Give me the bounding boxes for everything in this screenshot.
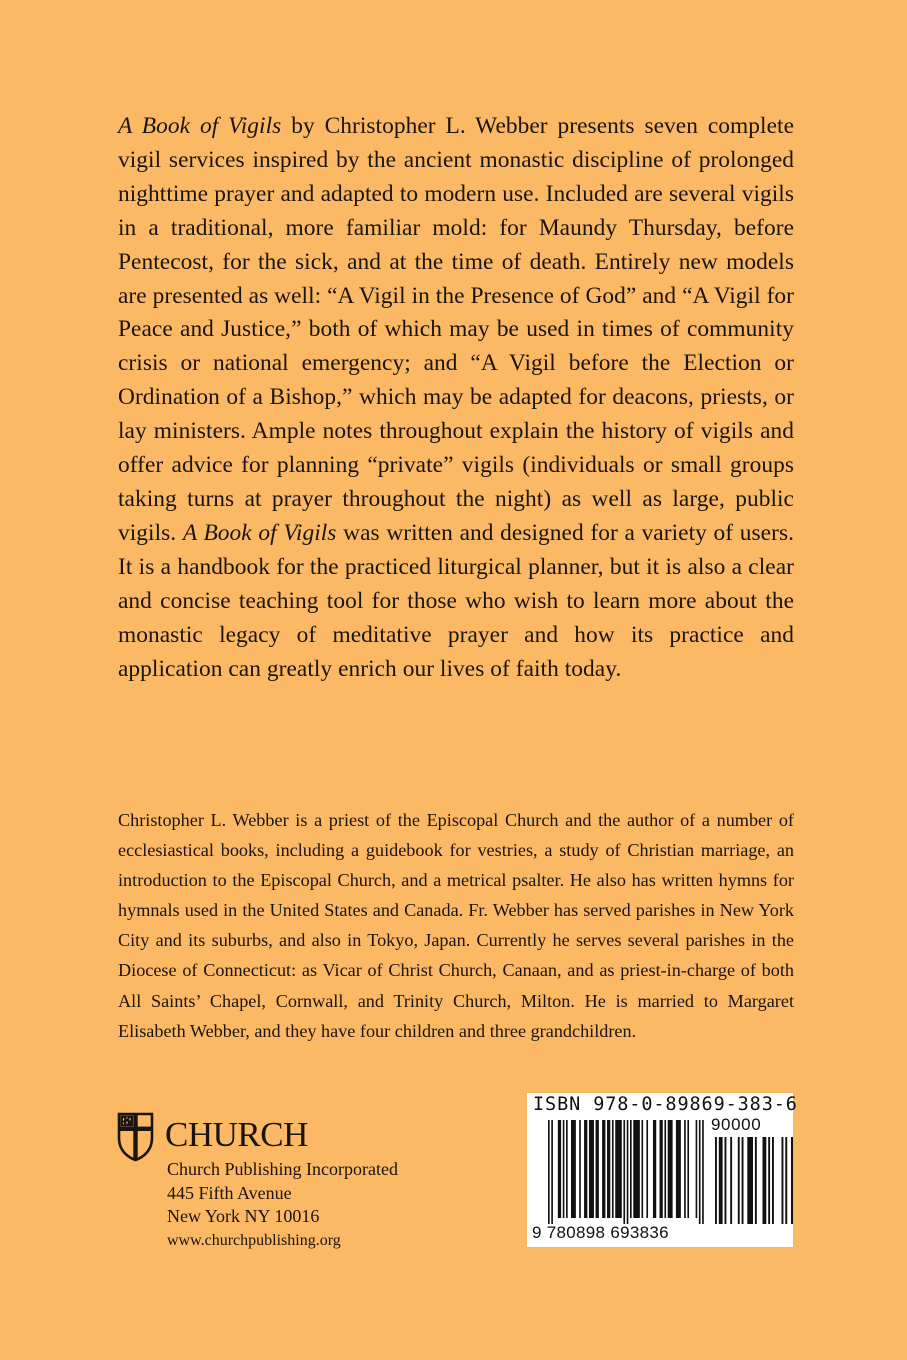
barcode-bar (791, 1137, 793, 1224)
barcode-bar (768, 1137, 770, 1224)
book-title-italic-2: A Book of Vigils (182, 519, 337, 546)
barcode-bar (676, 1120, 681, 1218)
barcode-bar (747, 1137, 753, 1224)
barcode-bar (725, 1137, 727, 1224)
barcode-bar (602, 1120, 605, 1218)
barcode-bar (596, 1120, 599, 1218)
barcode-bar (687, 1120, 689, 1218)
barcode-bar (772, 1137, 774, 1224)
barcode-bar (684, 1120, 686, 1218)
barcode-bar (742, 1137, 744, 1224)
barcode-bar (646, 1120, 648, 1218)
isbn-barcode (527, 1093, 798, 1247)
barcode-bar (589, 1120, 594, 1218)
barcode-bar (696, 1120, 698, 1218)
barcode-bar (763, 1137, 767, 1224)
publisher-website: www.churchpublishing.org (167, 1232, 341, 1249)
isbn-label: ISBN 978-0-89869-383-6 (533, 1094, 798, 1115)
barcode-bar (641, 1120, 643, 1218)
description-text-1: by Christopher L. Webber presents seven complete vigil services inspired by the ancient monastic discipline of prolonged nighttime prayer and adapted to modern use. Included are several vigils in a traditional, more familiar mold: for Maundy Thursday, before Pentecost, for the sick, and at the time of death. Entirely new models are presented as well: “A Vigil in the Presence of God” and “A Vigil for Peace and Justice,” both of which may be used in times of community crisis or national emergency; and “A Vigil before the Election or Ordination of a Bishop,” which may be adapted for deacons, priests, or lay ministers. Ample notes throughout explain the history of vigils and offer advice for planning “private” vigils (individuals or small groups taking turns at prayer throughout the night) as well as large, public vigils. (118, 113, 794, 546)
episcopal-shield-icon (117, 1112, 154, 1162)
barcode-bar (702, 1120, 704, 1224)
description-text-2: was written and designed for a variety of users. It is a handbook for the practiced liturgical planner, but it is also a clear and concise teaching tool for those who wish to learn more about the monastic legacy of meditative prayer and how its practice and application can greatly enrich our lives of faith today. (118, 519, 794, 682)
book-description (118, 110, 794, 686)
barcode-bar (715, 1137, 717, 1224)
barcode-bar (633, 1120, 640, 1218)
barcode-bar (563, 1120, 565, 1218)
publisher-name: Church Publishing Incorporated (167, 1159, 398, 1179)
barcode-bar (653, 1120, 656, 1218)
barcode-bar (548, 1120, 550, 1224)
barcode-bar (558, 1120, 561, 1218)
barcode-bar (699, 1120, 701, 1224)
barcode-bar (664, 1120, 666, 1218)
barcode-bar (612, 1120, 614, 1218)
barcode-bar (630, 1120, 632, 1218)
barcode-bar (668, 1120, 673, 1218)
publisher-block (117, 1112, 477, 1292)
barcode-bar (719, 1137, 723, 1224)
barcode-bar (579, 1120, 581, 1218)
barcode-bar (785, 1137, 787, 1224)
addon-digits: 90000 (711, 1115, 762, 1134)
barcode-bar (566, 1120, 568, 1218)
barcode-bar (738, 1137, 740, 1224)
book-title-italic: A Book of Vigils (118, 113, 282, 139)
publisher-brand: CHURCH (165, 1115, 308, 1154)
barcode-bar (782, 1137, 784, 1224)
publisher-city: New York NY 10016 (167, 1206, 320, 1226)
barcode-bar (623, 1120, 625, 1224)
barcode-bar (584, 1120, 587, 1218)
barcode-bar (551, 1120, 553, 1224)
publisher-street: 445 Fifth Avenue (167, 1182, 292, 1203)
barcode-bar (571, 1120, 576, 1218)
publisher-address (167, 1158, 398, 1229)
barcode-bar (730, 1137, 732, 1224)
barcode-bar (660, 1120, 663, 1218)
ean-digits: 9 780898 693836 (532, 1223, 669, 1242)
barcode-bar (755, 1137, 757, 1224)
author-bio: Christopher L. Webber is a priest of the Episcopal Church and the author of a number of ecclesiastical books, including a guidebook for vestries, a study of Christian marriage, an introduction to the Episcopal Church, and a metrical psalter. He also has written hymns for hymnals used in the United States and Canada. Fr. Webber has served parishes in New York City and its suburbs, and also in Tokyo, Japan. Currently he serves several parishes in the Diocese of Connecticut: as Vicar of Christ Church, Canaan, and as priest-in-charge of both All Saints’ Chapel, Cornwall, and Trinity Church, Milton. He is married to Margaret Elisabeth Webber, and they have four children and three grandchildren. (118, 810, 794, 1041)
barcode-bar (607, 1120, 610, 1218)
barcode-bar (615, 1120, 622, 1218)
barcode-bar (627, 1120, 629, 1224)
